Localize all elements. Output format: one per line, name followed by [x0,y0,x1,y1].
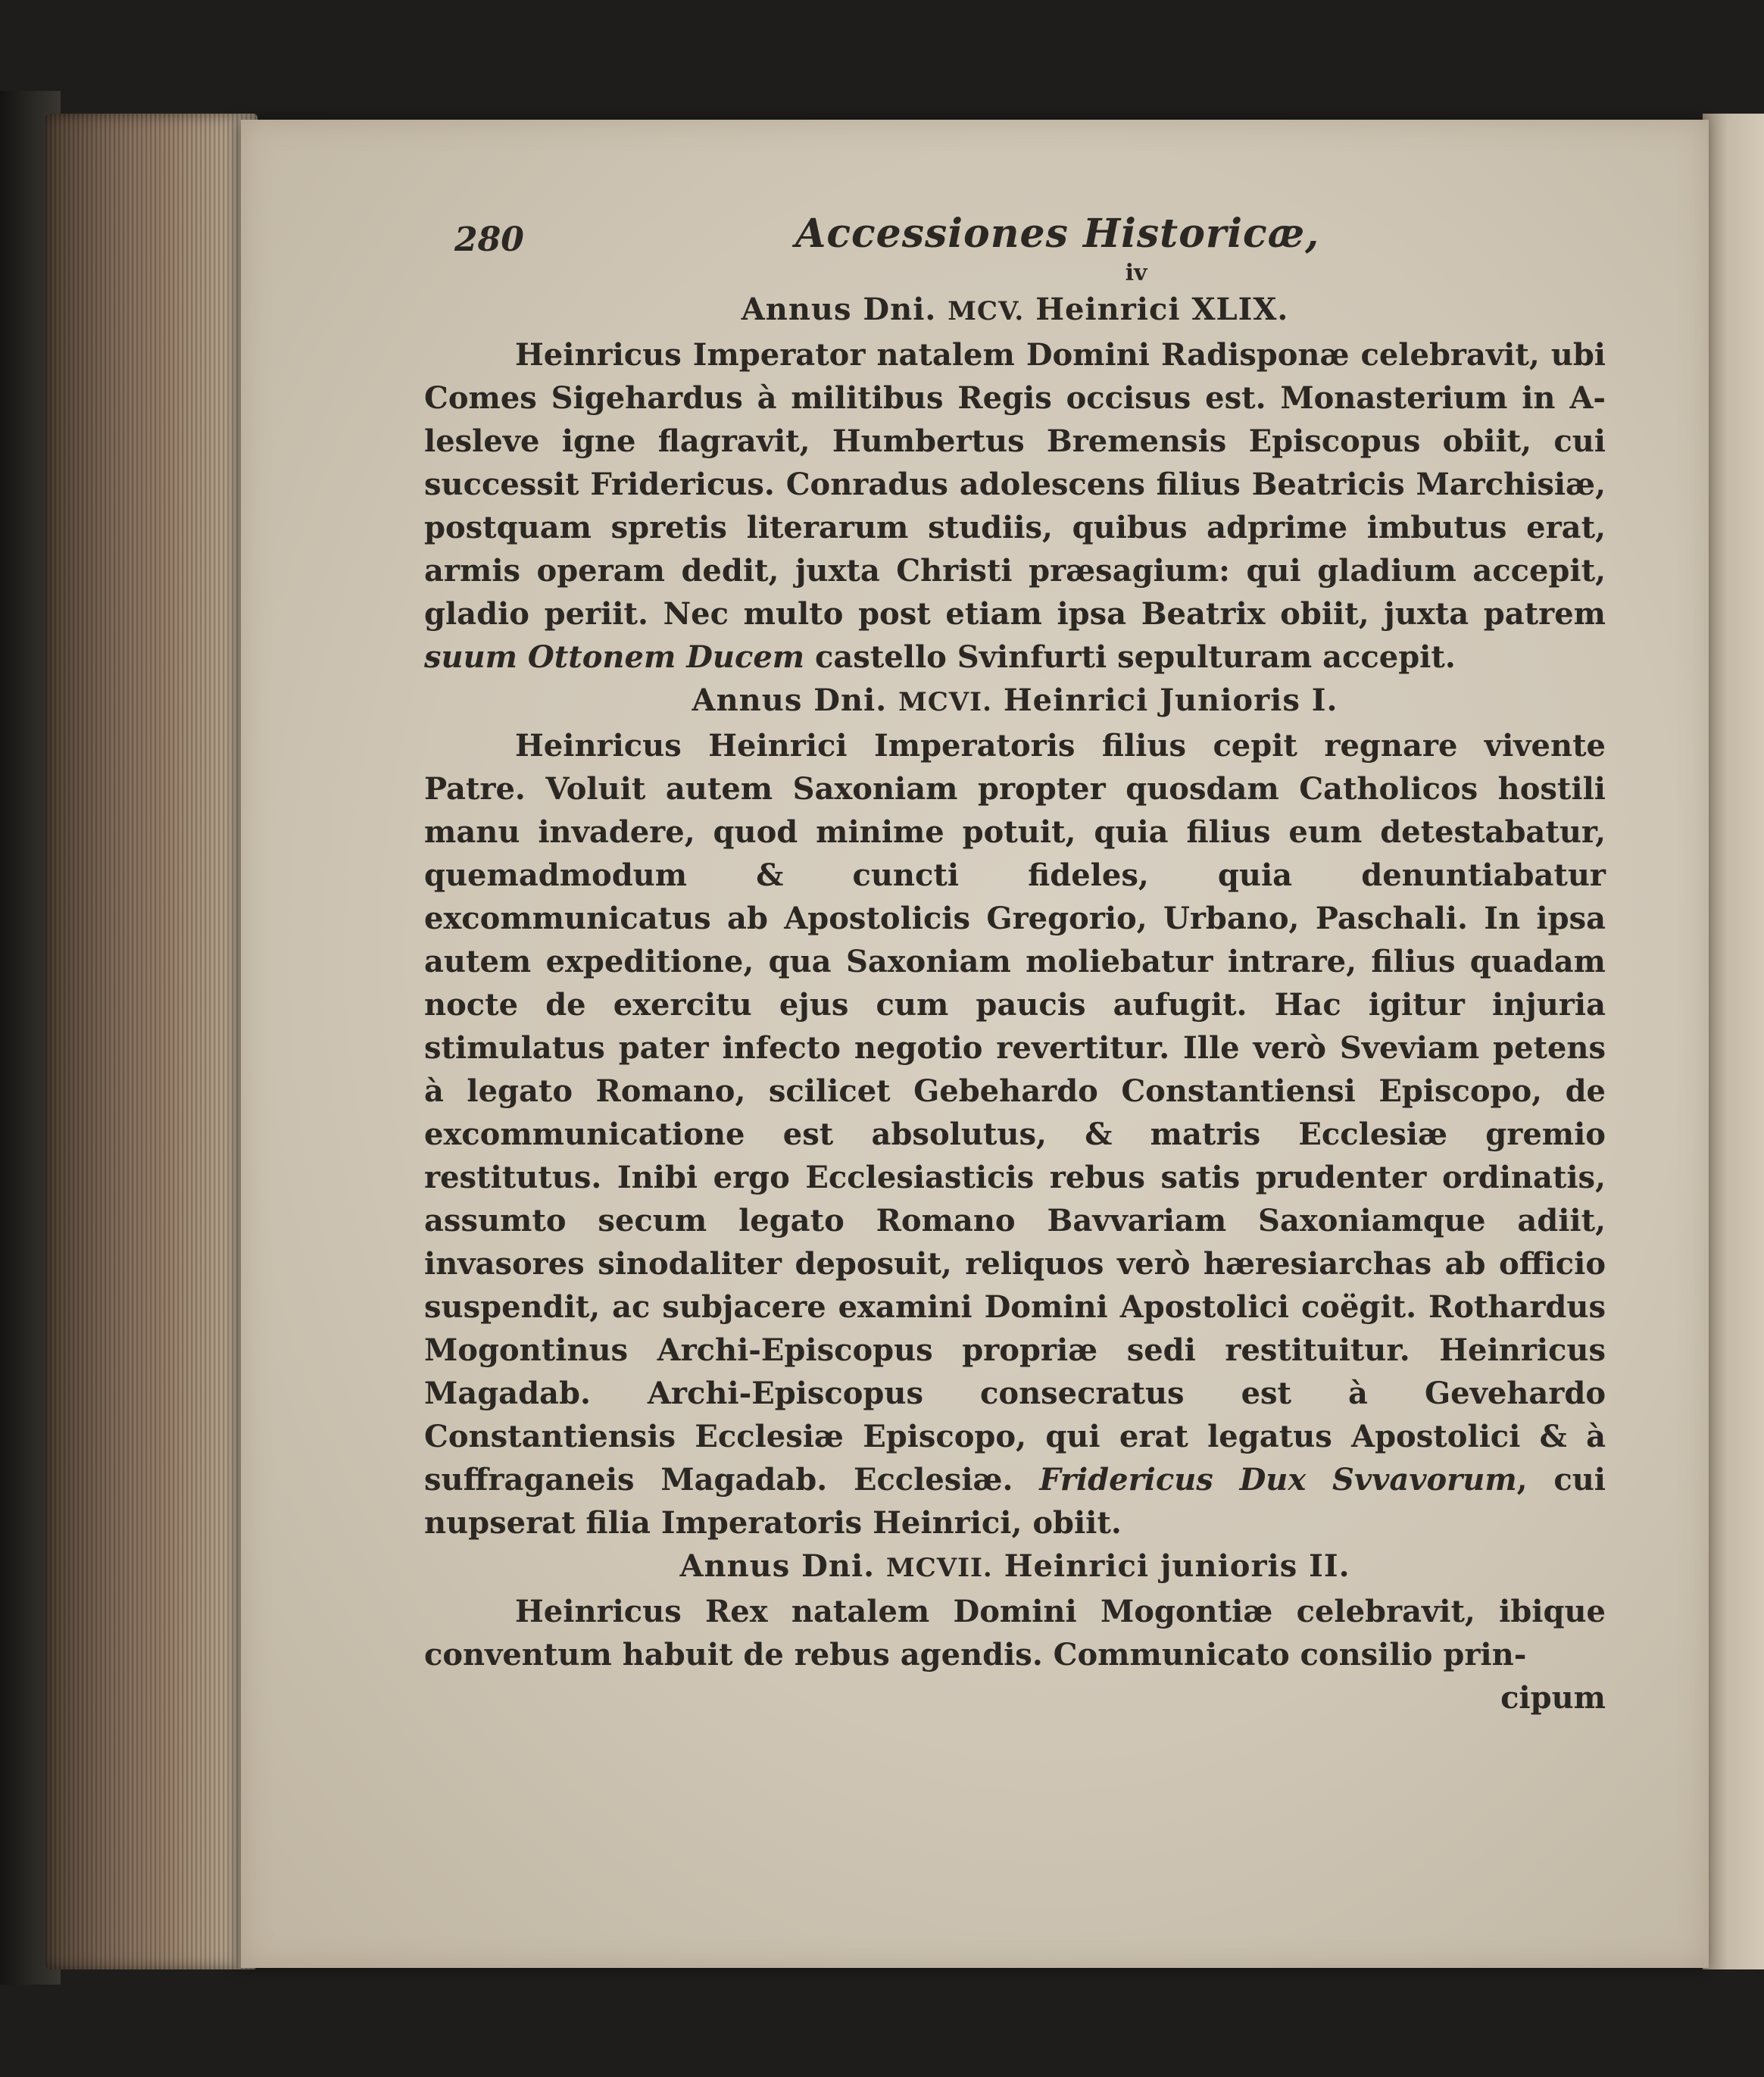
paragraph-1107 [424,1590,1606,1676]
paragraph-text-end: , cui nupserat filia Imperatoris Heinrici, obiit. [424,1462,1606,1541]
signature-mark: iv [1125,260,1147,286]
year-heading-label: Annus Dni. [679,1548,876,1584]
year-heading-numeral: MCV. [948,296,1025,326]
paragraph-1105 [424,333,1606,679]
catchword: cipum [1500,1680,1606,1716]
running-head: Accessiones Historicæ, [795,211,1320,257]
year-heading-reign: Heinrici junioris II. [1004,1548,1350,1584]
year-heading-1105 [424,288,1606,333]
year-heading-1107 [424,1544,1606,1590]
paragraph-1106 [424,724,1606,1544]
year-heading-numeral: MCVI. [898,687,992,717]
book-page-edges [45,114,258,1969]
page-text-block [424,205,1606,1719]
paragraph-text: Heinricus Rex natalem Domini Mogontiæ celebravit, ibique conventum habuit de rebus agendis. Communicato consilio prin- [424,1594,1606,1673]
paragraph-text: Heinricus Heinrici Imperatoris filius cepit regnare vivente Patre. Voluit autem Saxoniam propter quosdam Catholicos hostili manu invadere, quod minime potuit, quia filius eum detestabatur, quemadmodum & cuncti fideles, quia denuntiabatur excommunicatus ab Apostolicis Gregorio, Urbano, Paschali. In ipsa autem expeditione, qua Saxoniam moliebatur intrare, filius quadam nocte de exercitu ejus cum paucis aufugit. Hac igitur injuria stimulatus pater infecto negotio revertitur. Ille verò Sveviam petens à legato Romano, scilicet Gebehardo Constantiensi Episcopo, de excommunicatione est absolutus, & matris Ecclesiæ gremio restitutus. Inibi ergo Ecclesiasticis rebus satis prudenter ordinatis, assumto secum legato Romano Bavvariam Saxoniamque adiit, invasores sinodaliter deposuit, reliquos verò hæresiarchas ab officio suspendit, ac subjacere examini Domini Apostolici coëgit. Rothardus Mogontinus Archi-Episcopus propriæ sedi restituitur. Heinricus Magadab. Archi-Episcopus consecratus est à Gevehardo Constantiensis Ecclesiæ Episcopo, qui erat legatus Apostolici & à suffraganeis Magadab. Ecclesiæ. [424,728,1606,1498]
year-heading-1106 [424,679,1606,724]
paragraph-text-end: castello Svinfurti sepulturam accepit. [815,639,1456,675]
year-heading-reign: Heinrici Junioris I. [1003,682,1338,718]
page-header [424,205,1606,258]
year-heading-numeral: MCVII. [886,1553,993,1583]
paragraph-italic-name: Fridericus Dux Svvavorum [1039,1462,1517,1498]
year-heading-label: Annus Dni. [692,682,888,718]
year-heading-reign: Heinrici XLIX. [1035,292,1289,327]
paragraph-text: Heinricus Imperator natalem Domini Radisponæ celebravit, ubi Comes Sigehardus à militibus Regis occisus est. Monasterium in A-lesleve igne flagravit, Humbertus Bremensis Episcopus obiit, cui successit Fridericus. Conradus adolescens filius Beatricis Marchisiæ, postquam spretis literarum studiis, quibus adprime imbutus erat, armis operam dedit, juxta Christi præsagium: qui gladium accepit, gladio periit. Nec multo post etiam ipsa Beatrix obiit, juxta patrem [424,337,1606,632]
year-heading-label: Annus Dni. [741,292,937,327]
facing-page-edge [1703,114,1764,1969]
page-number: 280 [454,220,524,259]
paragraph-italic-name: suum Ottonem Ducem [424,639,805,675]
